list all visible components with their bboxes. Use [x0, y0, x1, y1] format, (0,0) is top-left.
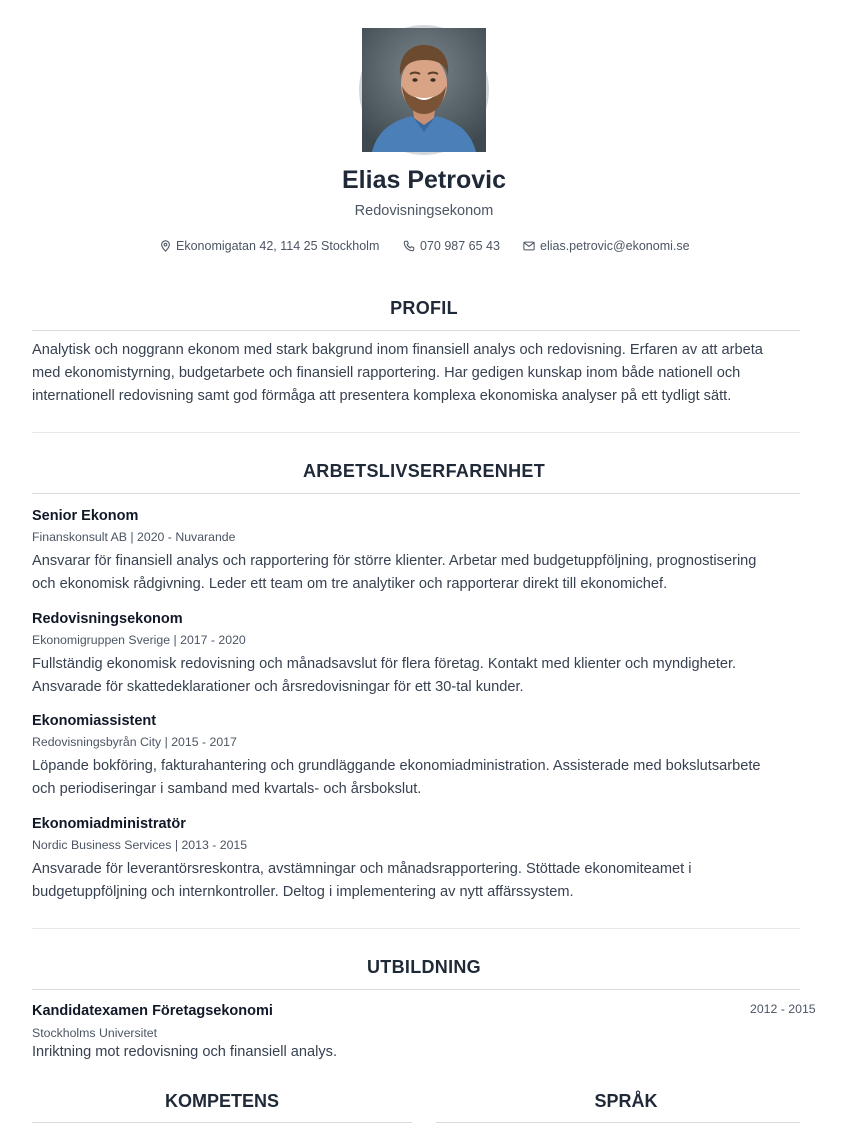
job-description: [32, 858, 832, 904]
education-note: [32, 1041, 832, 1064]
candidate-role: Redovisningsekonom: [354, 203, 494, 219]
location-pin-icon: [160, 240, 171, 252]
profile-line: med ekonomistyrning, budgetarbete och finansiell rapportering. Har gedigen kunskap inom både nationell och: [32, 365, 741, 381]
contact-address: [160, 237, 379, 255]
profile-line: internationell redovisning samt god förmåga att presentera komplexa ekonomiska analyser på ett tydligt sätt.: [32, 388, 732, 404]
job-line: och ekonomisk rådgivning. Leder ett team om tre analytiker och rapporterar direkt till ekonomichef.: [32, 576, 668, 592]
contact-email[interactable]: [523, 237, 690, 255]
job-meta: Ekonomigruppen Sverige | 2017 - 2020: [32, 633, 246, 647]
job-line: och periodiseringar i samband med kvartals- och årsbokslut.: [32, 781, 422, 797]
job-meta: Finanskonsult AB | 2020 - Nuvarande: [32, 530, 236, 544]
education-degree: Kandidatexamen Företagsekonomi: [32, 1003, 273, 1019]
job-title: Ekonomiassistent: [32, 713, 157, 729]
contact-address-text: Ekonomigatan 42, 114 25 Stockholm: [176, 239, 380, 253]
languages-rule: [436, 1122, 800, 1123]
job-description: [32, 550, 832, 596]
profile-rule: [32, 330, 800, 331]
job-title: Senior Ekonom: [32, 508, 139, 524]
job-description: [32, 755, 832, 801]
job-title: Redovisningsekonom: [32, 611, 183, 627]
job-line: Löpande bokföring, fakturahantering och grundläggande ekonomiadministration. Assisterade med bokslutsarbete: [32, 758, 761, 774]
job-line: budgetuppföljning och internkontroller. Deltog i implementering av nytt affärssystem.: [32, 884, 574, 900]
job-line: Ansvarade för leverantörsreskontra, avstämningar och månadsrapportering. Stöttade ekonomiteamet i: [32, 861, 692, 877]
contact-phone: [403, 237, 500, 255]
education-school: Stockholms Universitet: [32, 1026, 158, 1040]
candidate-name: Elias Petrovic: [342, 166, 506, 194]
profile-heading: PROFIL: [390, 298, 458, 318]
job-line: Ansvarar för finansiell analys och rapportering för större klienter. Arbetar med budgetuppföljning, prognostisering: [32, 553, 757, 569]
experience-heading: ARBETSLIVSERFARENHET: [302, 461, 546, 481]
contact-phone-text: 070 987 65 43: [420, 239, 500, 253]
education-years: 2012 - 2015: [750, 1002, 816, 1016]
phone-icon: [403, 240, 415, 252]
mail-icon: [523, 241, 535, 251]
education-note-line: Inriktning mot redovisning och finansiell analys.: [32, 1044, 338, 1060]
job-description: [32, 653, 832, 699]
languages-heading: SPRÅK: [594, 1091, 658, 1111]
experience-rule: [32, 493, 800, 494]
education-heading: UTBILDNING: [367, 957, 481, 977]
contact-email-text[interactable]: elias.petrovic@ekonomi.se: [540, 239, 690, 253]
section-divider: [32, 432, 800, 433]
education-rule: [32, 989, 800, 990]
job-meta: Redovisningsbyrån City | 2015 - 2017: [32, 735, 237, 749]
profile-line: Analytisk och noggrann ekonom med stark bakgrund inom finansiell analys och redovisning. Erfaren av att arbeta: [32, 342, 763, 358]
competence-heading: KOMPETENS: [164, 1091, 279, 1111]
profile-text: [32, 339, 832, 408]
job-meta: Nordic Business Services | 2013 - 2015: [32, 838, 248, 852]
section-divider: [32, 928, 800, 929]
competence-rule: [32, 1122, 412, 1123]
job-line: Fullständig ekonomisk redovisning och månadsavslut för flera företag. Kontakt med klienter och myndigheter.: [32, 656, 737, 672]
profile-photo: [359, 25, 489, 155]
job-title: Ekonomiadministratör: [32, 816, 186, 832]
job-line: Ansvarade för skattedeklarationer och årsredovisningar för ett 30-tal kunder.: [32, 679, 524, 695]
